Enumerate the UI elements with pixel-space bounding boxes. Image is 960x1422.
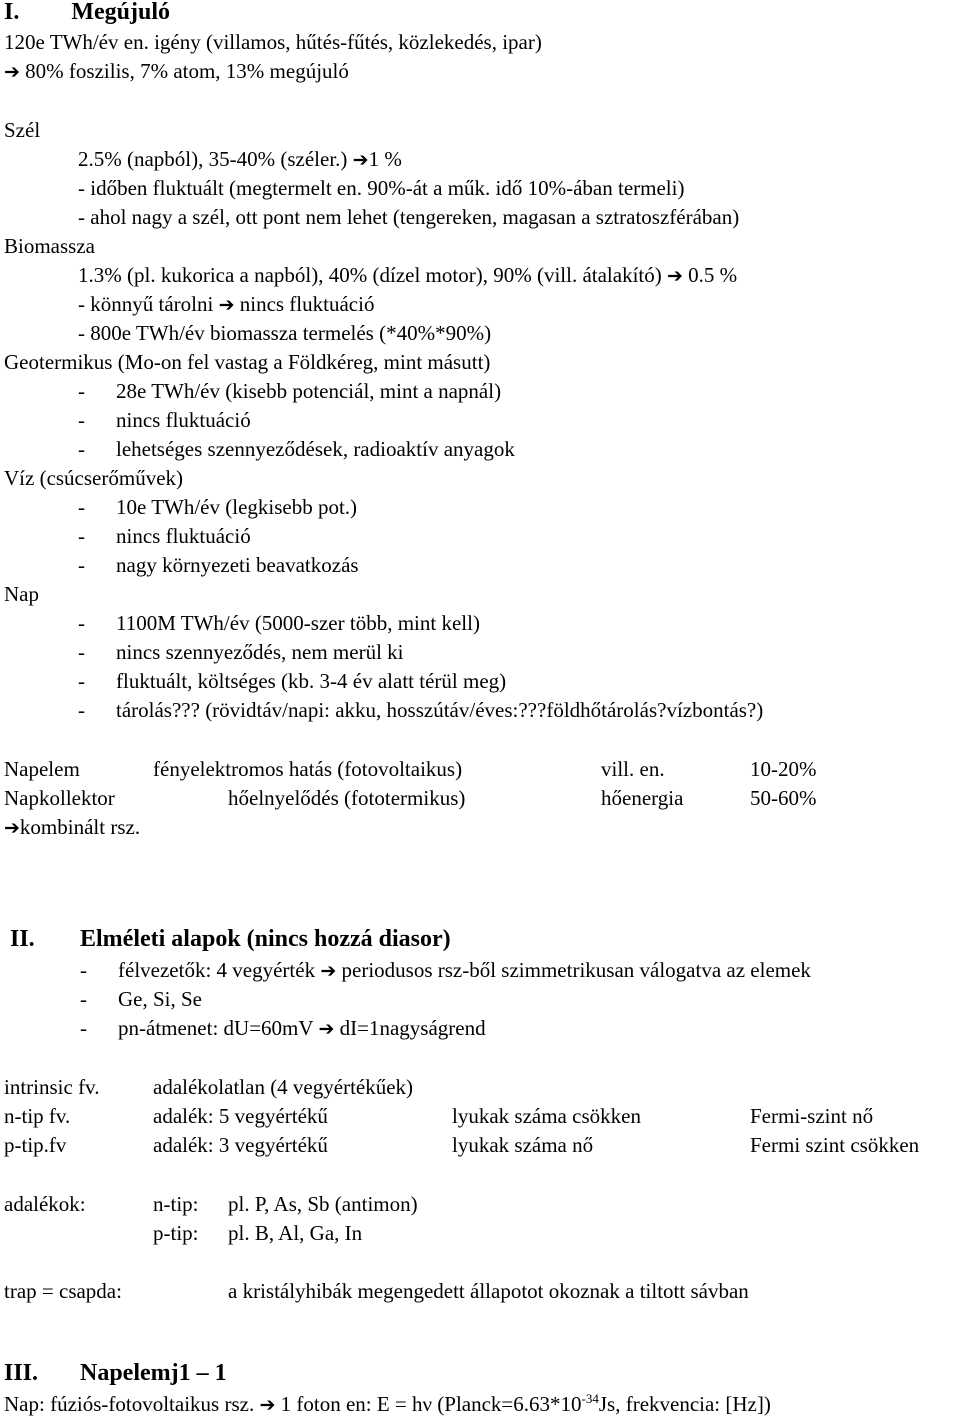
- water-label: Víz (csúcserőművek): [4, 466, 184, 490]
- section-1-title: Megújuló: [71, 0, 171, 25]
- energy-mix-line: [4, 57, 349, 86]
- energy-demand-line: 120e TWh/év en. igény (villamos, hűtés-fűtés, közlekedés, ipar): [4, 30, 542, 54]
- ntype-label: n-tip:: [153, 1192, 199, 1216]
- list-item: - Ge, Si, Se: [80, 987, 202, 1011]
- sun-label: Nap: [4, 582, 39, 606]
- list-item: - tárolás??? (rövidtáv/napi: akku, hosszútáv/éves:???földhőtárolás?vízbontás?): [78, 698, 764, 722]
- section-3-title: Napelemj1 – 1: [80, 1360, 227, 1386]
- section-3-number: III.: [4, 1360, 39, 1386]
- section-3-heading: [4, 1359, 227, 1388]
- dopants-label: adalékok:: [4, 1192, 86, 1216]
- wind-location-line: - ahol nagy a szél, ott pont nem lehet (tengereken, magasan a sztratoszférában): [78, 205, 740, 229]
- list-item: - 1100M TWh/év (5000-szer több, mint kell): [78, 611, 480, 635]
- biomass-storage-line: [78, 290, 374, 319]
- arrow-right-icon: ➔: [320, 960, 337, 982]
- list-item: - nincs fluktuáció: [78, 408, 251, 432]
- section-2-title: Elméleti alapok (nincs hozzá diasor): [80, 926, 451, 952]
- biomass-efficiency-line: [78, 261, 737, 290]
- arrow-right-icon: ➔: [667, 265, 683, 287]
- section-2-heading: [10, 925, 451, 954]
- list-item: - 10e TWh/év (legkisebb pot.): [78, 495, 358, 519]
- list-item: - nagy környezeti beavatkozás: [78, 553, 359, 577]
- wind-label: Szél: [4, 118, 41, 142]
- section-1-number: I.: [4, 0, 20, 25]
- ntype-value: pl. P, As, Sb (antimon): [228, 1192, 418, 1216]
- list-item: - lehetséges szennyeződések, radioaktív anyagok: [78, 437, 515, 461]
- list-item: - 28e TWh/év (kisebb potenciál, mint a napnál): [78, 379, 502, 403]
- wind-efficiency-line: [78, 145, 402, 174]
- wind-efficiency-result: 1 %: [368, 147, 402, 171]
- trap-label: trap = csapda:: [4, 1279, 122, 1303]
- ptype-value: pl. B, Al, Ga, In: [228, 1221, 363, 1245]
- list-item: - pn-átmenet: dU=60mV ➔ dI=1nagyságrend: [80, 1016, 486, 1040]
- arrow-right-icon: ➔: [4, 61, 20, 83]
- list-item: - nincs szennyeződés, nem merül ki: [78, 640, 404, 664]
- list-item: - nincs fluktuáció: [78, 524, 251, 548]
- arrow-right-icon: ➔: [259, 1394, 276, 1416]
- arrow-right-icon: ➔: [4, 817, 20, 839]
- combined-system-line: [4, 813, 140, 842]
- biomass-storage-text: - könnyű tárolni: [78, 292, 214, 316]
- biomass-efficiency-result: 0.5 %: [688, 263, 738, 287]
- arrow-right-icon: ➔: [352, 149, 369, 171]
- exponent: -34: [581, 1391, 599, 1406]
- wind-efficiency-text: 2.5% (napból), 35-40% (széler.): [78, 147, 348, 171]
- trap-value: a kristályhibák megengedett állapotot okoznak a tiltott sávban: [228, 1279, 749, 1303]
- wind-fluctuation-line: - időben fluktuált (megtermelt en. 90%-át a műk. idő 10%-ában termeli): [78, 176, 685, 200]
- section-2-number: II.: [10, 926, 35, 952]
- combined-system-text: kombinált rsz.: [19, 815, 141, 839]
- geothermal-label: Geotermikus (Mo-on fel vastag a Földkéreg, mint másutt): [4, 350, 491, 374]
- arrow-right-icon: ➔: [318, 1018, 335, 1040]
- biomass-production-line: - 800e TWh/év biomassza termelés (*40%*90%): [78, 321, 492, 345]
- energy-mix-text: 80% foszilis, 7% atom, 13% megújuló: [25, 59, 349, 83]
- section-1-heading: [4, 0, 170, 27]
- ptype-label: p-tip:: [153, 1221, 199, 1245]
- list-item: - félvezetők: 4 vegyérték ➔ periodusos rsz-ből szimmetrikusan válogatva az elemek: [80, 958, 811, 982]
- list-item: - fluktuált, költséges (kb. 3-4 év alatt térül meg): [78, 669, 507, 693]
- biomass-efficiency-text: 1.3% (pl. kukorica a napból), 40% (dízel motor), 90% (vill. átalakító): [78, 263, 662, 287]
- biomass-label: Biomassza: [4, 234, 95, 258]
- biomass-fluctuation-text: nincs fluktuáció: [239, 292, 375, 316]
- photon-energy-line: Nap: fúziós-fotovoltaikus rsz. ➔ 1 foton en: E = hν ($Planck=6.63*10^{-34}Js$, frekvencia: [Hz]): [4, 1391, 771, 1416]
- arrow-right-icon: ➔: [218, 294, 235, 316]
